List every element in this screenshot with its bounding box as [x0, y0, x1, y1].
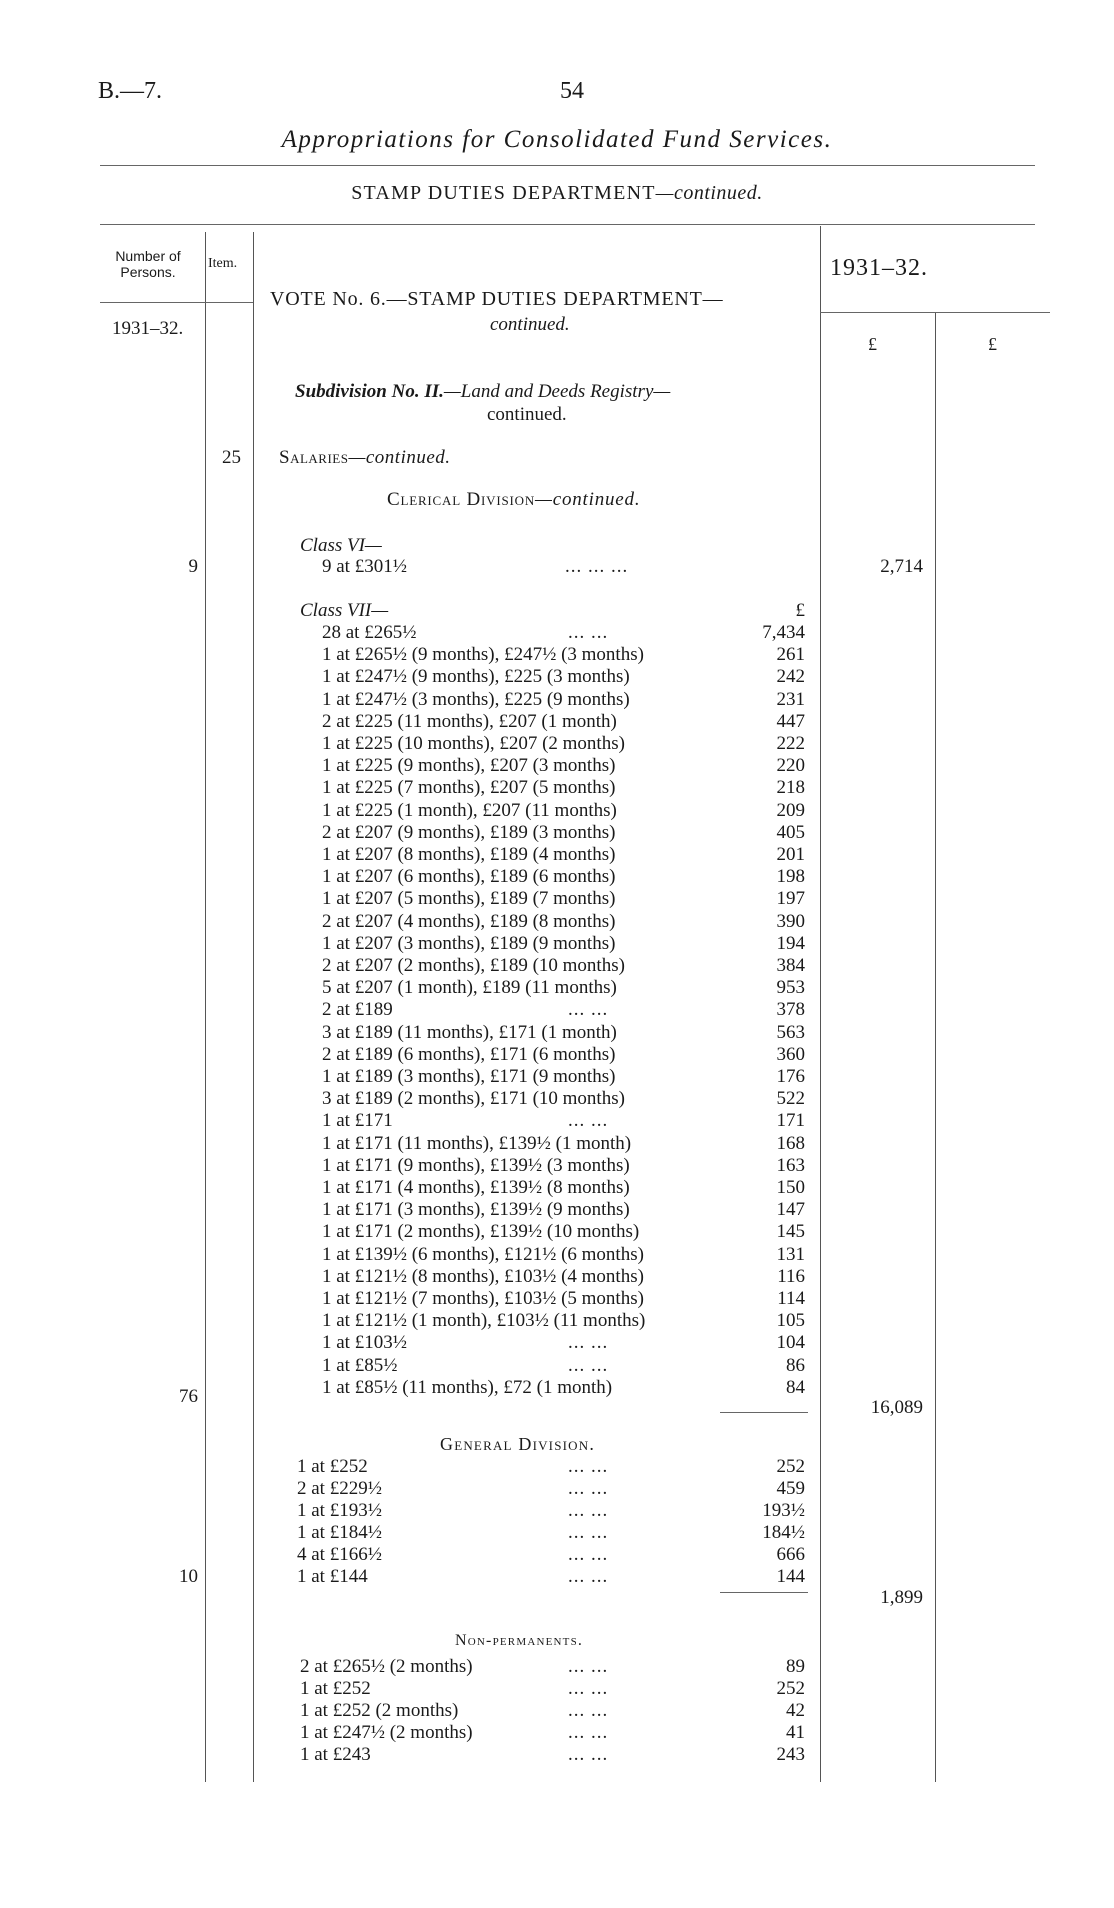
- row-text: 2 at £229½: [297, 1478, 382, 1499]
- document-code: B.—7.: [98, 78, 163, 104]
- row-amount: 197: [776, 888, 805, 910]
- row-text: 2 at £207 (2 months), £189 (10 months): [322, 955, 625, 976]
- row-amount: 459: [776, 1478, 805, 1499]
- row-text: 1 at £139½ (6 months), £121½ (6 months): [322, 1243, 644, 1265]
- row-amount: 218: [776, 777, 805, 799]
- row-amount: 261: [776, 644, 805, 666]
- row-amount: 176: [776, 1066, 805, 1087]
- row-amount: 384: [776, 955, 805, 976]
- vote-heading: VOTE No. 6.—STAMP DUTIES DEPARTMENT—: [270, 288, 724, 310]
- class-vii-pound: £: [795, 600, 805, 621]
- row-text: 1 at £252 (2 months): [300, 1700, 459, 1721]
- row-amount: 222: [776, 733, 805, 754]
- row-text: 28 at £265½: [322, 622, 417, 643]
- non-permanents-heading: Non-permanents.: [455, 1632, 584, 1649]
- row-text: 1 at £171 (3 months), £139½ (9 months): [322, 1199, 630, 1221]
- salaries-suffix: —continued.: [348, 447, 451, 468]
- row-dots: ... ...: [568, 1566, 609, 1587]
- row-amount: 243: [776, 1744, 805, 1765]
- row-text: 1 at £85½: [322, 1354, 398, 1376]
- class-vi-persons: 9: [188, 556, 198, 577]
- row-text: 1 at £207 (8 months), £189 (4 months): [322, 844, 616, 865]
- row-amount: 163: [776, 1154, 805, 1176]
- row-amount: 131: [776, 1243, 805, 1265]
- row-amount: 7,434: [762, 622, 805, 643]
- row-amount: 242: [776, 666, 805, 688]
- row-text: 1 at £121½ (7 months), £103½ (5 months): [322, 1288, 644, 1309]
- row-text: 1 at £193½: [297, 1500, 382, 1521]
- row-text: 1 at £265½ (9 months), £247½ (3 months): [322, 644, 644, 666]
- row-text: 1 at £225 (7 months), £207 (5 months): [322, 777, 616, 799]
- row-amount: 405: [776, 821, 805, 843]
- row-text: 1 at £207 (3 months), £189 (9 months): [322, 932, 616, 954]
- row-dots: ... ...: [568, 1522, 609, 1543]
- number-of-persons-header: Number of Persons.: [115, 248, 181, 280]
- clerical-division-heading: [387, 489, 640, 511]
- row-text: 1 at £171 (4 months), £139½ (8 months): [322, 1177, 630, 1198]
- salaries-heading: [279, 447, 451, 469]
- row-dots: ... ...: [568, 1456, 609, 1477]
- row-text: 1 at £243: [300, 1744, 371, 1765]
- vote-heading-continued: continued.: [490, 314, 570, 335]
- row-dots: ... ...: [568, 1744, 609, 1765]
- row-text: 1 at £103½: [322, 1332, 407, 1354]
- row-text: 1 at £184½: [297, 1522, 382, 1543]
- column-header-rule: [100, 302, 253, 303]
- row-amount: 104: [776, 1332, 805, 1354]
- row-text: 5 at £207 (1 month), £189 (11 months): [322, 977, 617, 999]
- row-text: 1 at £171 (2 months), £139½ (10 months): [322, 1221, 640, 1243]
- department-heading: [0, 182, 1114, 205]
- total-column-divider: [935, 312, 936, 1782]
- row-text: 2 at £189 (6 months), £171 (6 months): [322, 1043, 616, 1065]
- year-header-rule: [820, 312, 1050, 313]
- row-amount: 390: [776, 910, 805, 932]
- row-amount: 42: [786, 1700, 805, 1721]
- row-amount: 201: [776, 844, 805, 865]
- row-text: 2 at £189: [322, 999, 393, 1021]
- class-vi-dots: ... ... ...: [565, 556, 629, 577]
- section-rule: [100, 224, 1035, 225]
- row-dots: ... ...: [568, 1722, 609, 1743]
- row-amount: 86: [786, 1354, 805, 1376]
- row-text: 1 at £247½ (9 months), £225 (3 months): [322, 666, 630, 688]
- row-text: 4 at £166½: [297, 1544, 382, 1565]
- row-amount: 41: [786, 1722, 805, 1743]
- row-amount: 171: [776, 1110, 805, 1132]
- row-text: 1 at £225 (1 month), £207 (11 months): [322, 799, 617, 821]
- class-vii-persons: 76: [179, 1386, 198, 1407]
- class-vii-sum-rule: [720, 1412, 808, 1413]
- row-amount: 198: [776, 866, 805, 888]
- row-dots: ... ...: [568, 1678, 609, 1699]
- row-text: 1 at £207 (6 months), £189 (6 months): [322, 866, 616, 888]
- row-text: 1 at £85½ (11 months), £72 (1 month): [322, 1376, 613, 1398]
- row-text: 2 at £207 (4 months), £189 (8 months): [322, 910, 616, 932]
- row-text: 1 at £171: [322, 1110, 393, 1132]
- row-text: 1 at £207 (5 months), £189 (7 months): [322, 888, 616, 910]
- row-text: 1 at £121½ (1 month), £103½ (11 months): [322, 1310, 646, 1332]
- page-number: 54: [560, 78, 584, 104]
- row-amount: 220: [776, 755, 805, 777]
- subdivision-heading: [295, 381, 670, 403]
- item-header: Item.: [208, 256, 238, 271]
- row-amount: 447: [776, 710, 805, 732]
- row-amount: 114: [777, 1288, 805, 1309]
- general-division-heading: General Division.: [440, 1434, 596, 1454]
- row-amount: 184½: [762, 1522, 805, 1543]
- class-vi-line: 9 at £301½: [322, 556, 407, 577]
- row-amount: 252: [776, 1456, 805, 1477]
- row-text: 2 at £207 (9 months), £189 (3 months): [322, 821, 616, 843]
- general-total: 1,899: [880, 1587, 923, 1608]
- row-amount: 209: [776, 799, 805, 821]
- row-dots: ... ...: [568, 999, 609, 1021]
- class-vi-label: Class VI—: [300, 535, 382, 556]
- row-text: 1 at £171 (9 months), £139½ (3 months): [322, 1154, 630, 1176]
- row-text: 1 at £252: [300, 1678, 371, 1699]
- department-name: STAMP DUTIES DEPARTMENT: [351, 182, 656, 204]
- class-vi-total: 2,714: [880, 556, 923, 577]
- row-amount: 360: [776, 1043, 805, 1065]
- general-sum-rule: [720, 1592, 808, 1593]
- row-text: 1 at £171 (11 months), £139½ (1 month): [322, 1132, 632, 1154]
- row-text: 3 at £189 (11 months), £171 (1 month): [322, 1021, 617, 1043]
- row-amount: 84: [786, 1376, 805, 1398]
- row-amount: 147: [776, 1199, 805, 1221]
- row-amount: 666: [776, 1544, 805, 1565]
- row-text: 2 at £265½ (2 months): [300, 1656, 473, 1677]
- clerical-suffix: —continued.: [535, 489, 641, 510]
- row-text: 2 at £225 (11 months), £207 (1 month): [322, 710, 617, 732]
- row-amount: 116: [777, 1265, 805, 1287]
- row-amount: 193½: [762, 1500, 805, 1521]
- subdivision-label: Subdivision No. II.: [295, 381, 444, 402]
- row-text: 1 at £144: [297, 1566, 368, 1587]
- subdivision-continued: continued.: [487, 404, 567, 425]
- row-amount: 563: [776, 1021, 805, 1043]
- item-number: 25: [222, 447, 241, 468]
- pound-unit-a: £: [868, 334, 877, 354]
- clerical-label: Clerical Division: [387, 489, 536, 510]
- class-vii-total: 16,089: [870, 1397, 923, 1418]
- header-rule: [100, 165, 1035, 166]
- row-amount: 522: [776, 1088, 805, 1110]
- row-text: 1 at £247½ (3 months), £225 (9 months): [322, 688, 630, 710]
- row-dots: ... ...: [568, 1544, 609, 1565]
- class-vii-label: Class VII—: [300, 600, 389, 621]
- row-amount: 252: [776, 1678, 805, 1699]
- amount-column-divider: [820, 226, 821, 1782]
- row-amount: 231: [776, 688, 805, 710]
- row-text: 1 at £247½ (2 months): [300, 1722, 473, 1743]
- row-amount: 194: [776, 932, 805, 954]
- salaries-label: Salaries: [279, 447, 349, 468]
- row-text: 1 at £121½ (8 months), £103½ (4 months): [322, 1265, 644, 1287]
- row-dots: ... ...: [568, 1332, 609, 1354]
- row-text: 3 at £189 (2 months), £171 (10 months): [322, 1088, 625, 1110]
- row-text: 1 at £225 (10 months), £207 (2 months): [322, 733, 625, 754]
- row-amount: 105: [776, 1310, 805, 1332]
- row-amount: 150: [776, 1177, 805, 1198]
- row-dots: ... ...: [568, 1110, 609, 1132]
- department-suffix: —continued.: [655, 182, 763, 204]
- row-text: 1 at £225 (9 months), £207 (3 months): [322, 755, 616, 777]
- persons-year-header: 1931–32.: [112, 318, 184, 339]
- row-amount: 168: [776, 1132, 805, 1154]
- row-dots: ... ...: [568, 1700, 609, 1721]
- row-amount: 145: [776, 1221, 805, 1243]
- row-dots: ... ...: [568, 1478, 609, 1499]
- item-column-divider: [253, 232, 254, 1782]
- row-amount: 378: [776, 999, 805, 1021]
- row-text: 1 at £189 (3 months), £171 (9 months): [322, 1066, 616, 1087]
- row-dots: ... ...: [568, 1500, 609, 1521]
- subdivision-title: —Land and Deeds Registry—: [443, 381, 671, 402]
- row-dots: ... ...: [568, 1656, 609, 1677]
- general-persons: 10: [179, 1566, 198, 1587]
- page-title: Appropriations for Consolidated Fund Services.: [281, 126, 833, 153]
- pound-unit-b: £: [988, 334, 997, 354]
- row-amount: 953: [776, 977, 805, 999]
- row-dots: ... ...: [568, 622, 609, 643]
- row-amount: 89: [786, 1656, 805, 1677]
- amount-year-header: 1931–32.: [830, 255, 928, 281]
- row-dots: ... ...: [568, 1354, 609, 1376]
- row-text: 1 at £252: [297, 1456, 368, 1477]
- row-amount: 144: [776, 1566, 805, 1587]
- persons-column-divider: [205, 232, 206, 1782]
